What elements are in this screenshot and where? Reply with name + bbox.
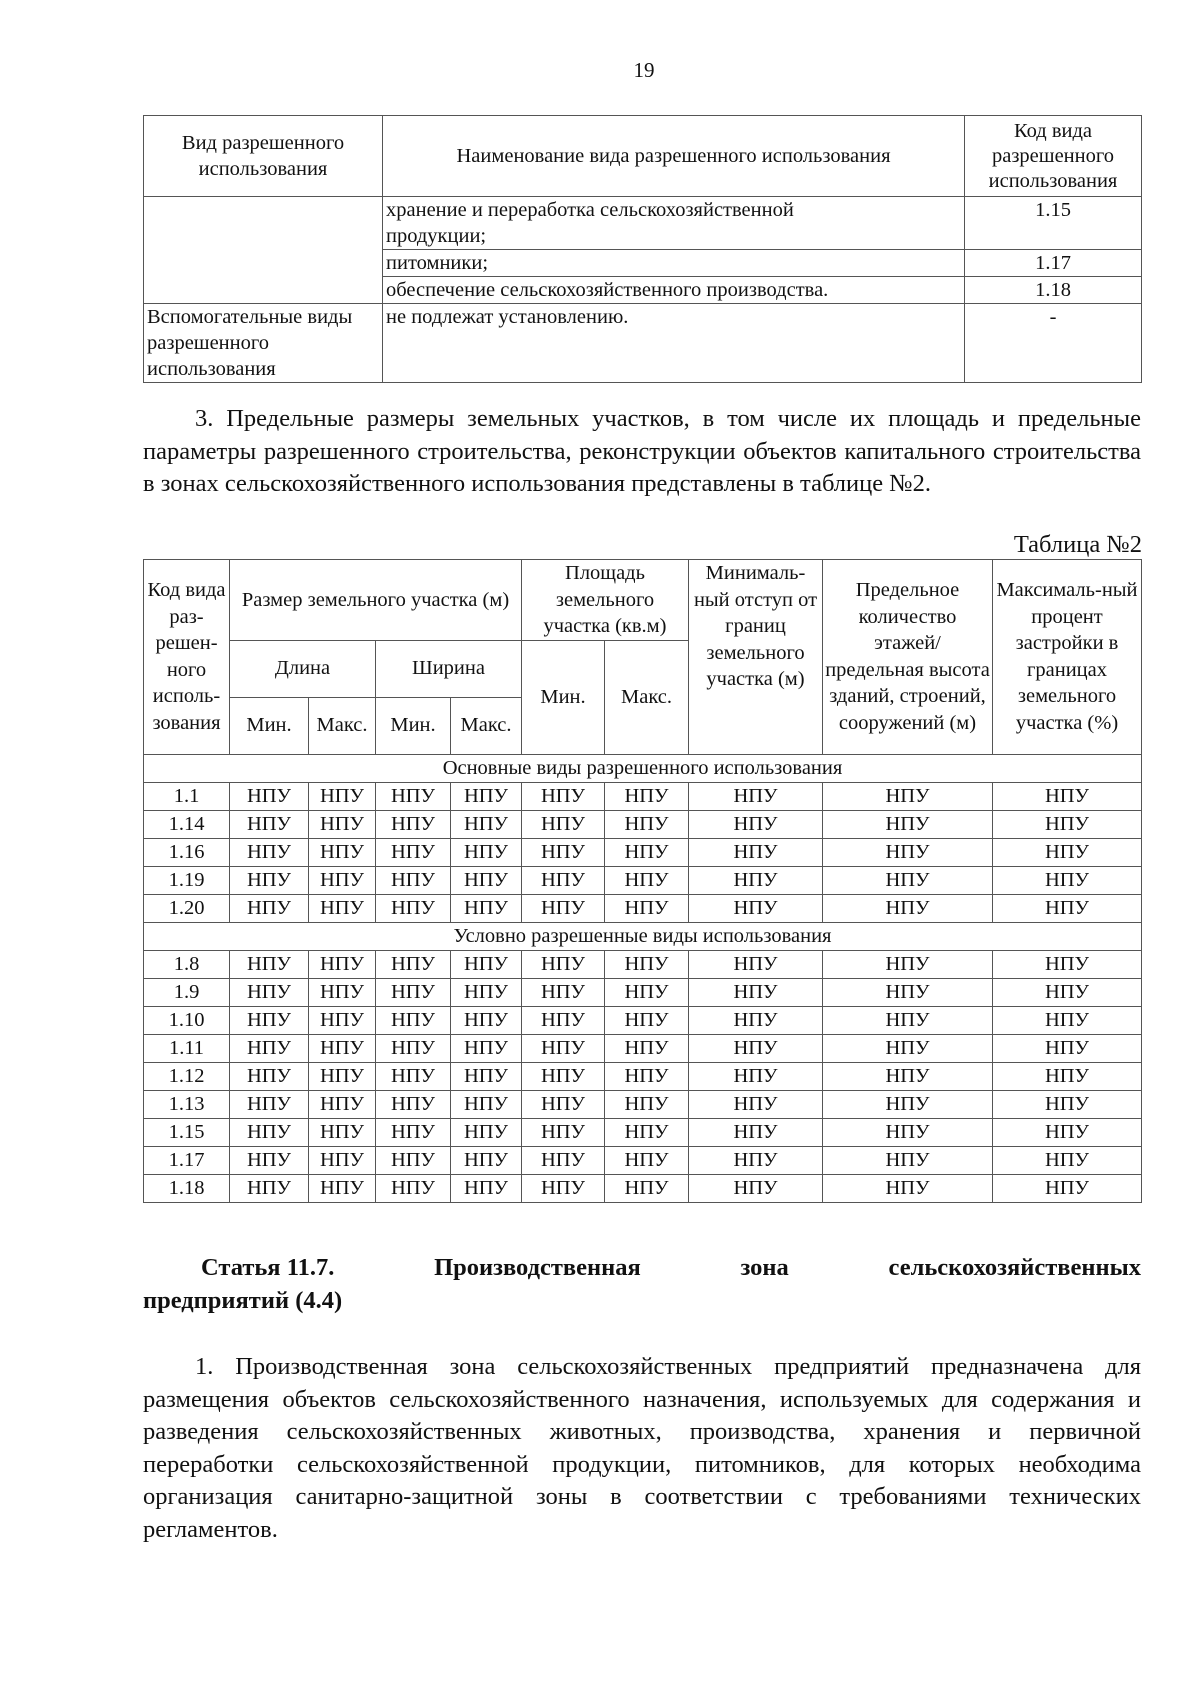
value-cell: НПУ — [689, 838, 823, 866]
value-cell: НПУ — [451, 838, 522, 866]
value-cell: НПУ — [689, 1146, 823, 1174]
value-cell: НПУ — [451, 1062, 522, 1090]
value-cell: НПУ — [522, 1118, 605, 1146]
value-cell: НПУ — [230, 838, 309, 866]
value-cell: НПУ — [309, 838, 376, 866]
value-cell: НПУ — [376, 838, 451, 866]
value-cell: НПУ — [230, 978, 309, 1006]
article-title-word: сельскохозяйственных — [888, 1254, 1141, 1281]
value-cell: НПУ — [451, 1006, 522, 1034]
table-row — [144, 1146, 1142, 1174]
table-row — [144, 950, 1142, 978]
value-cell: НПУ — [605, 838, 689, 866]
value-cell: НПУ — [823, 978, 993, 1006]
value-cell: НПУ — [230, 1118, 309, 1146]
value-cell: НПУ — [689, 1062, 823, 1090]
header-width-min: Мин. — [376, 697, 451, 754]
value-cell: НПУ — [522, 1062, 605, 1090]
value-cell: НПУ — [522, 782, 605, 810]
use-code: 1.17 — [965, 250, 1142, 277]
value-cell: НПУ — [309, 1006, 376, 1034]
value-cell: НПУ — [376, 894, 451, 922]
value-cell: НПУ — [993, 810, 1142, 838]
value-cell: НПУ — [522, 978, 605, 1006]
value-cell: НПУ — [376, 1174, 451, 1202]
header-length-min: Мин. — [230, 697, 309, 754]
value-cell: НПУ — [823, 838, 993, 866]
value-cell: НПУ — [309, 782, 376, 810]
value-cell: НПУ — [605, 866, 689, 894]
value-cell: НПУ — [309, 1090, 376, 1118]
value-cell: НПУ — [376, 782, 451, 810]
value-cell: НПУ — [993, 1006, 1142, 1034]
value-cell: НПУ — [823, 810, 993, 838]
value-cell: НПУ — [230, 894, 309, 922]
value-cell: НПУ — [230, 1174, 309, 1202]
value-cell: НПУ — [451, 978, 522, 1006]
value-cell: НПУ — [993, 782, 1142, 810]
page-number: 19 — [633, 58, 655, 82]
use-code: 1.9 — [144, 978, 230, 1006]
use-name: обеспечение сельскохозяйственного производства. — [383, 277, 965, 304]
value-cell: НПУ — [309, 1118, 376, 1146]
use-code: 1.15 — [144, 1118, 230, 1146]
value-cell: НПУ — [993, 1146, 1142, 1174]
value-cell: НПУ — [689, 894, 823, 922]
value-cell: НПУ — [230, 1034, 309, 1062]
header-size: Размер земельного участка (м) — [230, 560, 522, 641]
value-cell: НПУ — [823, 1090, 993, 1118]
value-cell: НПУ — [993, 1090, 1142, 1118]
table-row — [144, 1006, 1142, 1034]
value-cell: НПУ — [522, 838, 605, 866]
section-title: Условно разрешенные виды использования — [144, 922, 1142, 950]
article-title-word: Производственная — [434, 1254, 641, 1281]
value-cell: НПУ — [376, 866, 451, 894]
value-cell: НПУ — [522, 1006, 605, 1034]
value-cell: НПУ — [376, 1006, 451, 1034]
value-cell: НПУ — [993, 1034, 1142, 1062]
value-cell: НПУ — [451, 1118, 522, 1146]
use-code: 1.8 — [144, 950, 230, 978]
value-cell: НПУ — [230, 1006, 309, 1034]
value-cell: НПУ — [522, 866, 605, 894]
value-cell: НПУ — [376, 1090, 451, 1118]
table-row — [144, 894, 1142, 922]
value-cell: НПУ — [689, 1118, 823, 1146]
value-cell: НПУ — [522, 950, 605, 978]
value-cell: НПУ — [605, 782, 689, 810]
value-cell: НПУ — [451, 810, 522, 838]
value-cell: НПУ — [451, 782, 522, 810]
value-cell: НПУ — [823, 950, 993, 978]
article-title-word: предприятий (4.4) — [143, 1287, 343, 1314]
value-cell: НПУ — [451, 1146, 522, 1174]
table-row — [144, 838, 1142, 866]
value-cell: НПУ — [689, 782, 823, 810]
use-code: 1.14 — [144, 810, 230, 838]
table-row — [144, 866, 1142, 894]
use-code: 1.11 — [144, 1034, 230, 1062]
value-cell: НПУ — [823, 1034, 993, 1062]
use-code: 1.15 — [965, 197, 1142, 250]
aux-name: не подлежат установлению. — [383, 304, 965, 383]
value-cell: НПУ — [823, 894, 993, 922]
aux-kind: Вспомогательные виды разрешенного использования — [144, 304, 383, 383]
paragraph-3: 3. Предельные размеры земельных участков, в том числе их площадь и предельные параметры разрешенного строительства, реконструкции объектов капитального строительства в зонах сельскохозяйственного использования представлены в таблице №2. — [143, 405, 1141, 497]
value-cell: НПУ — [689, 1090, 823, 1118]
table-row — [144, 1090, 1142, 1118]
value-cell: НПУ — [309, 1174, 376, 1202]
header-floors: Предельное количество этажей/ предельная высота зданий, строений, сооружений (м) — [823, 560, 993, 755]
value-cell: НПУ — [605, 1146, 689, 1174]
use-code: 1.16 — [144, 838, 230, 866]
use-code: 1.17 — [144, 1146, 230, 1174]
value-cell: НПУ — [309, 894, 376, 922]
value-cell: НПУ — [823, 1062, 993, 1090]
table-row — [144, 1118, 1142, 1146]
aux-code: - — [965, 304, 1142, 383]
limits-table — [143, 559, 1142, 1203]
table-row — [144, 1062, 1142, 1090]
table-row — [144, 1174, 1142, 1202]
value-cell: НПУ — [451, 894, 522, 922]
use-name: хранение и переработка сельскохозяйственной продукции; — [383, 197, 965, 250]
value-cell: НПУ — [993, 838, 1142, 866]
value-cell: НПУ — [605, 1174, 689, 1202]
value-cell: НПУ — [230, 1062, 309, 1090]
header-kind: Вид разрешенного использования — [144, 116, 383, 197]
value-cell: НПУ — [376, 1034, 451, 1062]
value-cell: НПУ — [309, 1062, 376, 1090]
value-cell: НПУ — [309, 978, 376, 1006]
value-cell: НПУ — [230, 1090, 309, 1118]
value-cell: НПУ — [230, 866, 309, 894]
value-cell: НПУ — [993, 1062, 1142, 1090]
value-cell: НПУ — [605, 1118, 689, 1146]
value-cell: НПУ — [823, 1146, 993, 1174]
value-cell: НПУ — [522, 1174, 605, 1202]
value-cell: НПУ — [993, 978, 1142, 1006]
value-cell: НПУ — [993, 866, 1142, 894]
value-cell: НПУ — [376, 1146, 451, 1174]
value-cell: НПУ — [689, 978, 823, 1006]
table-row — [144, 782, 1142, 810]
value-cell: НПУ — [689, 950, 823, 978]
value-cell: НПУ — [689, 866, 823, 894]
value-cell: НПУ — [605, 978, 689, 1006]
value-cell: НПУ — [522, 1034, 605, 1062]
value-cell: НПУ — [309, 1146, 376, 1174]
header-setback: Минималь-ный отступ от границ земельного участка (м) — [689, 560, 823, 755]
value-cell: НПУ — [451, 1174, 522, 1202]
value-cell: НПУ — [230, 782, 309, 810]
value-cell: НПУ — [230, 950, 309, 978]
header-area-max: Макс. — [605, 640, 689, 754]
header-length-max: Макс. — [309, 697, 376, 754]
value-cell: НПУ — [605, 810, 689, 838]
value-cell: НПУ — [689, 810, 823, 838]
value-cell: НПУ — [309, 866, 376, 894]
value-cell: НПУ — [993, 950, 1142, 978]
permitted-use-table — [143, 115, 1142, 383]
article-number: Статья 11.7. — [201, 1254, 335, 1281]
use-code: 1.18 — [965, 277, 1142, 304]
value-cell: НПУ — [823, 782, 993, 810]
value-cell: НПУ — [522, 894, 605, 922]
value-cell: НПУ — [376, 1062, 451, 1090]
value-cell: НПУ — [689, 1006, 823, 1034]
value-cell: НПУ — [309, 1034, 376, 1062]
value-cell: НПУ — [823, 1118, 993, 1146]
section-row — [144, 922, 1142, 950]
use-code: 1.19 — [144, 866, 230, 894]
use-code: 1.20 — [144, 894, 230, 922]
article-heading — [143, 1251, 1141, 1317]
value-cell: НПУ — [376, 810, 451, 838]
value-cell: НПУ — [605, 1006, 689, 1034]
value-cell: НПУ — [230, 810, 309, 838]
header-width: Ширина — [376, 640, 522, 697]
header-code: Код вида раз-решен-ного исполь-зования — [144, 560, 230, 755]
header-area: Площадь земельного участка (кв.м) — [522, 560, 689, 641]
section-title: Основные виды разрешенного использования — [144, 754, 1142, 782]
table-row — [144, 1034, 1142, 1062]
value-cell: НПУ — [376, 1118, 451, 1146]
value-cell: НПУ — [689, 1174, 823, 1202]
value-cell: НПУ — [605, 1090, 689, 1118]
value-cell: НПУ — [522, 810, 605, 838]
table-row — [144, 978, 1142, 1006]
value-cell: НПУ — [605, 1062, 689, 1090]
use-name: питомники; — [383, 250, 965, 277]
value-cell: НПУ — [823, 1006, 993, 1034]
value-cell: НПУ — [823, 866, 993, 894]
value-cell: НПУ — [451, 950, 522, 978]
value-cell: НПУ — [605, 950, 689, 978]
header-area-min: Мин. — [522, 640, 605, 754]
article-title-word: зона — [740, 1254, 789, 1281]
value-cell: НПУ — [993, 1174, 1142, 1202]
use-code: 1.10 — [144, 1006, 230, 1034]
paragraph-1: 1. Производственная зона сельскохозяйственных предприятий предназначена для размещения объектов сельскохозяйственного назначения, используемых для содержания и разведения сельскохозяйственных животных, производства, хранения и первичной переработки сельскохозяйственной продукции, питомников, для которых необходима организация санитарно-защитной зоны в соответствии с требованиями технических регламентов. — [143, 1353, 1141, 1543]
header-length: Длина — [230, 640, 376, 697]
value-cell: НПУ — [522, 1146, 605, 1174]
value-cell: НПУ — [993, 894, 1142, 922]
value-cell: НПУ — [376, 978, 451, 1006]
value-cell: НПУ — [605, 894, 689, 922]
value-cell: НПУ — [451, 866, 522, 894]
use-code: 1.12 — [144, 1062, 230, 1090]
value-cell: НПУ — [376, 950, 451, 978]
value-cell: НПУ — [309, 950, 376, 978]
header-code: Код вида разрешенного использования — [965, 116, 1142, 197]
value-cell: НПУ — [993, 1118, 1142, 1146]
value-cell: НПУ — [230, 1146, 309, 1174]
use-code: 1.13 — [144, 1090, 230, 1118]
value-cell: НПУ — [451, 1034, 522, 1062]
value-cell: НПУ — [522, 1090, 605, 1118]
table2-caption: Таблица №2 — [1013, 531, 1142, 558]
value-cell: НПУ — [451, 1090, 522, 1118]
value-cell: НПУ — [689, 1034, 823, 1062]
header-name: Наименование вида разрешенного использования — [383, 116, 965, 197]
use-code: 1.18 — [144, 1174, 230, 1202]
header-width-max: Макс. — [451, 697, 522, 754]
value-cell: НПУ — [823, 1174, 993, 1202]
use-code: 1.1 — [144, 782, 230, 810]
value-cell: НПУ — [309, 810, 376, 838]
value-cell: НПУ — [605, 1034, 689, 1062]
header-percent: Максималь-ный процент застройки в границах земельного участка (%) — [993, 560, 1142, 755]
table-row — [144, 810, 1142, 838]
section-row — [144, 754, 1142, 782]
